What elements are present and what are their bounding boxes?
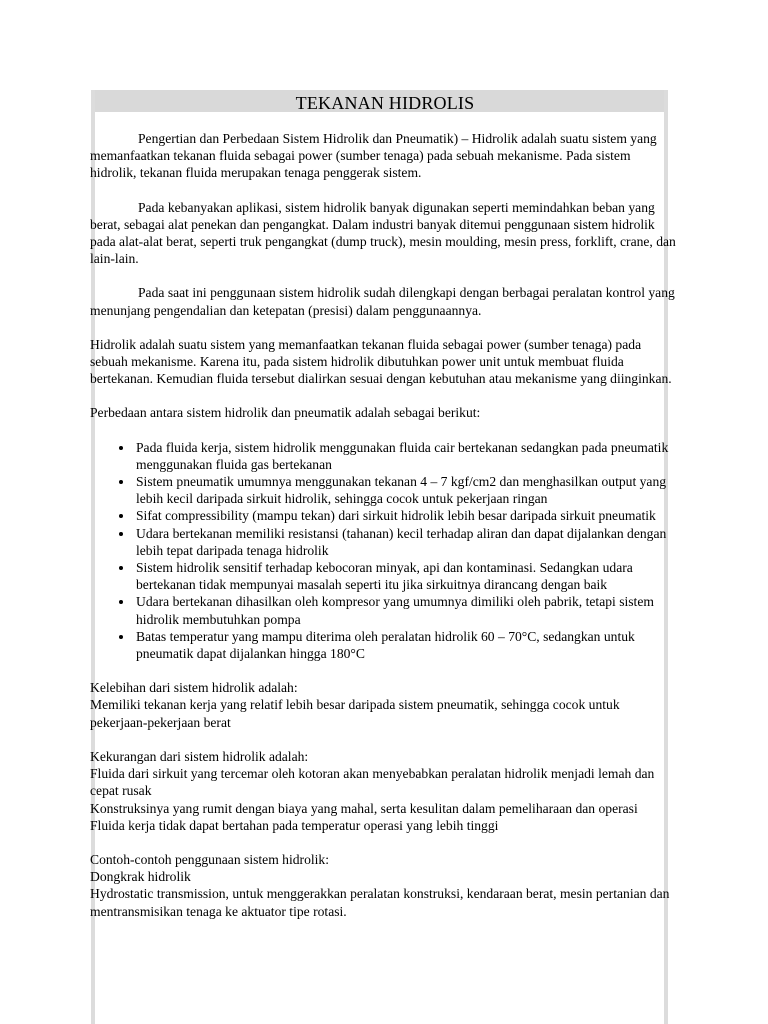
paragraph-applications: Pada kebanyakan aplikasi, sistem hidrolik banyak digunakan seperti memindahkan beban yang berat, sebagai alat penekan dan pengangkat. Dalam industri banyak ditemui penggunaan sistem hidrolik pada alat-alat berat, seperti truk pengangkat (dump truck), mesin moulding, mesin press, forklift, crane, dan lain-lain. <box>90 199 676 267</box>
paragraph-control: Pada saat ini penggunaan sistem hidrolik sudah dilengkapi dengan berbagai peralatan kontrol yang menunjang pengendalian dan ketepatan (presisi) dalam penggunaannya. <box>90 285 675 318</box>
list-item: • Pada fluida kerja, sistem hidrolik menggunakan fluida cair bertekanan sedangkan pada pneumatik menggunakan fluida gas bertekanan <box>134 439 680 473</box>
disadvantage-line: Fluida kerja tidak dapat bertahan pada temperatur operasi yang lebih tinggi <box>90 817 499 833</box>
document-title: TEKANAN HIDROLIS <box>295 93 475 113</box>
disadvantages-section <box>90 748 680 834</box>
example-line: Hydrostatic transmission, untuk menggerakkan peralatan konstruksi, kendaraan berat, mesin pertanian dan mentransmisikan tenaga ke aktuator tipe rotasi. <box>90 886 670 919</box>
paragraph-differences-intro: Perbedaan antara sistem hidrolik dan pneumatik adalah sebagai berikut: <box>90 405 481 421</box>
disadvantages-heading: Kekurangan dari sistem hidrolik adalah: <box>90 748 309 764</box>
examples-section <box>90 851 680 920</box>
list-item: • Sistem hidrolik sensitif terhadap kebocoran minyak, api dan kontaminasi. Sedangkan udara bertekanan tidak mempunyai masalah seperti itu jika sirkuitnya dirancang dengan baik <box>134 559 680 593</box>
document-body <box>90 92 680 937</box>
list-item: • Udara bertekanan dihasilkan oleh kompresor yang umumnya dimiliki oleh pabrik, tetapi sistem hidrolik membutuhkan pompa <box>134 593 680 627</box>
differences-list <box>90 439 680 663</box>
example-line: Dongkrak hidrolik <box>90 869 191 885</box>
disadvantage-line: Fluida dari sirkuit yang tercemar oleh kotoran akan menyebabkan peralatan hidrolik menjadi lemah dan cepat rusak <box>90 766 655 799</box>
list-item: • Batas temperatur yang mampu diterima oleh peralatan hidrolik 60 – 70°C, sedangkan untuk pneumatik dapat dijalankan hingga 180°C <box>134 628 680 662</box>
paragraph-definition: Pengertian dan Perbedaan Sistem Hidrolik dan Pneumatik) – Hidrolik adalah suatu sistem yang memanfaatkan tekanan fluida sebagai power (sumber tenaga) pada sebuah mekanisme. Pada sistem hidrolik, tekanan fluida merupakan tenaga penggerak sistem. <box>90 131 657 181</box>
examples-heading: Contoh-contoh penggunaan sistem hidrolik: <box>90 851 329 867</box>
paragraph-power-unit: Hidrolik adalah suatu sistem yang memanfaatkan tekanan fluida sebagai power (sumber tenaga) pada sebuah mekanisme. Karena itu, pada sistem hidrolik dibutuhkan power unit untuk membuat fluida bertekanan. Kemudian fluida tersebut dialirkan sesuai dengan kebutuhan atau mekanisme yang diinginkan. <box>90 336 672 387</box>
list-item: • Sistem pneumatik umumnya menggunakan tekanan 4 – 7 kgf/cm2 dan menghasilkan output yang lebih kecil daripada sirkuit hidrolik, sehingga cocok untuk pekerjaan ringan <box>134 473 680 507</box>
advantages-section <box>90 679 680 731</box>
advantages-text: Memiliki tekanan kerja yang relatif lebih besar daripada sistem pneumatik, sehingga cocok untuk pekerjaan-pekerjaan berat <box>90 697 620 730</box>
list-item: • Udara bertekanan memiliki resistansi (tahanan) kecil terhadap aliran dan dapat dijalankan dengan lebih tepat daripada tenaga hidrolik <box>134 525 680 559</box>
advantages-heading: Kelebihan dari sistem hidrolik adalah: <box>90 680 298 696</box>
disadvantage-line: Konstruksinya yang rumit dengan biaya yang mahal, serta kesulitan dalam pemeliharaan dan operasi <box>90 800 638 816</box>
list-item: • Sifat compressibility (mampu tekan) dari sirkuit hidrolik lebih besar daripada sirkuit pneumatik <box>134 507 680 524</box>
